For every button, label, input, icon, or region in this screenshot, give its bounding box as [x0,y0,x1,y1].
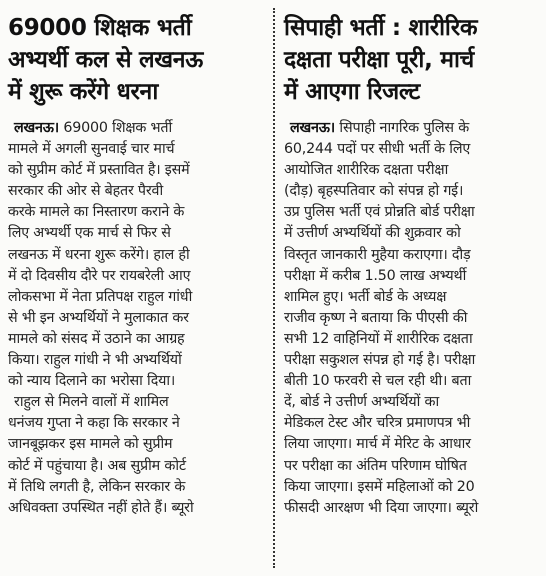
body-line: में उत्तीर्ण अभ्यर्थियों की शुक्रवार को [284,225,461,242]
body-line: कोर्ट में पहुंचाया है। अब सुप्रीम कोर्ट [8,457,186,474]
body-line: दें, बोर्ड ने उत्तीर्ण अभ्यर्थियों का [284,394,439,411]
body-line: से भी इन अभ्यर्थियों ने मुलाकात कर [8,309,189,326]
headline-line: अभ्यर्थी कल से लखनऊ [8,47,203,73]
body-line: मेडिकल टेस्ट और चरित्र प्रमाणपत्र भी [284,415,471,432]
column-divider [273,8,275,568]
body-line: को न्याय दिलाने का भरोसा दिया। [8,373,176,390]
dateline: लखनऊ। [14,120,59,136]
headline-line: 69000 शिक्षक भर्ती [8,15,192,41]
body-line: मामले को संसद में उठाने का आग्रह [8,330,185,347]
left-headline [8,12,264,108]
body-line: (दौड़) बृहस्पतिवार को संपन्न हो गई। [284,183,464,200]
headline-line: में आएगा रिजल्ट [284,79,420,105]
body-line: पर परीक्षा का अंतिम परिणाम घोषित [284,457,467,474]
body-text: 69000 शिक्षक भर्ती [58,120,173,136]
left-body [8,118,264,519]
body-line: सभी 12 वाहिनियों में शारीरिक दक्षता [284,330,473,347]
body-line: विस्तृत जानकारी मुहैया कराएगा। दौड़ [284,246,471,263]
body-line: को सुप्रीम कोर्ट में प्रस्तावित है। इसमें [8,162,190,179]
body-line: फीसदी आरक्षण भी दिया जाएगा। ब्यूरो [284,499,479,516]
right-article [278,0,546,576]
body-line: अधिवक्ता उपस्थित नहीं होते हैं। ब्यूरो [8,499,194,516]
body-line: में तिथि लगती है, लेकिन सरकार के [8,478,186,495]
body-first-line [8,118,264,139]
left-article [0,0,270,576]
body-first-line [284,118,540,139]
body-line: राहुल से मिलने वालों में शामिल [14,394,169,411]
body-line: करके मामले का निस्तारण कराने के [8,204,185,221]
body-line: धनंजय गुप्ता ने कहा कि सरकार ने [8,415,180,432]
headline-line: में शुरू करेंगे धरना [8,79,158,105]
body-line: परीक्षा सकुशल संपन्न हो गई है। परीक्षा [284,352,476,369]
right-headline [284,12,540,108]
dateline: लखनऊ। [290,120,335,136]
body-line: लिया जाएगा। मार्च में मेरिट के आधार [284,436,471,453]
body-line: उप्र पुलिस भर्ती एवं प्रोन्नति बोर्ड परीक्षा [284,204,475,221]
body-text: सिपाही नागरिक पुलिस के [334,120,470,136]
headline-line: दक्षता परीक्षा पूरी, मार्च [284,47,474,73]
body-line: राजीव कृष्ण ने बताया कि पीएसी की [284,309,468,326]
body-line: आयोजित शारीरिक दक्षता परीक्षा [284,162,449,179]
body-line: किया जाएगा। इसमें महिलाओं को 20 [284,478,475,495]
body-line: लिए अभ्यर्थी एक मार्च से फिर से [8,225,171,242]
right-body [284,118,540,519]
body-line: शामिल हुए। भर्ती बोर्ड के अध्यक्ष [284,288,447,305]
body-line: बीती 10 फरवरी से चल रही थी। बता [284,373,472,390]
body-line: किया। राहुल गांधी ने भी अभ्यर्थियों [8,352,182,369]
body-line: परीक्षा में करीब 1.50 लाख अभ्यर्थी [284,267,467,284]
body-line: मामले में अगली सुनवाई चार मार्च [8,141,175,158]
body-line: में दो दिवसीय दौरे पर रायबरेली आए [8,267,191,284]
body-line: सरकार की ओर से बेहतर पैरवी [8,183,163,200]
body-line: 60,244 पदों पर सीधी भर्ती के लिए [284,141,471,158]
body-line: लोकसभा में नेता प्रतिपक्ष राहुल गांधी [8,288,193,305]
body-line: लखनऊ में धरना शुरू करेंगे। हाल ही [8,246,190,263]
headline-line: सिपाही भर्ती : शारीरिक [284,15,478,41]
body-line: जानबूझकर इस मामले को सुप्रीम [8,436,173,453]
